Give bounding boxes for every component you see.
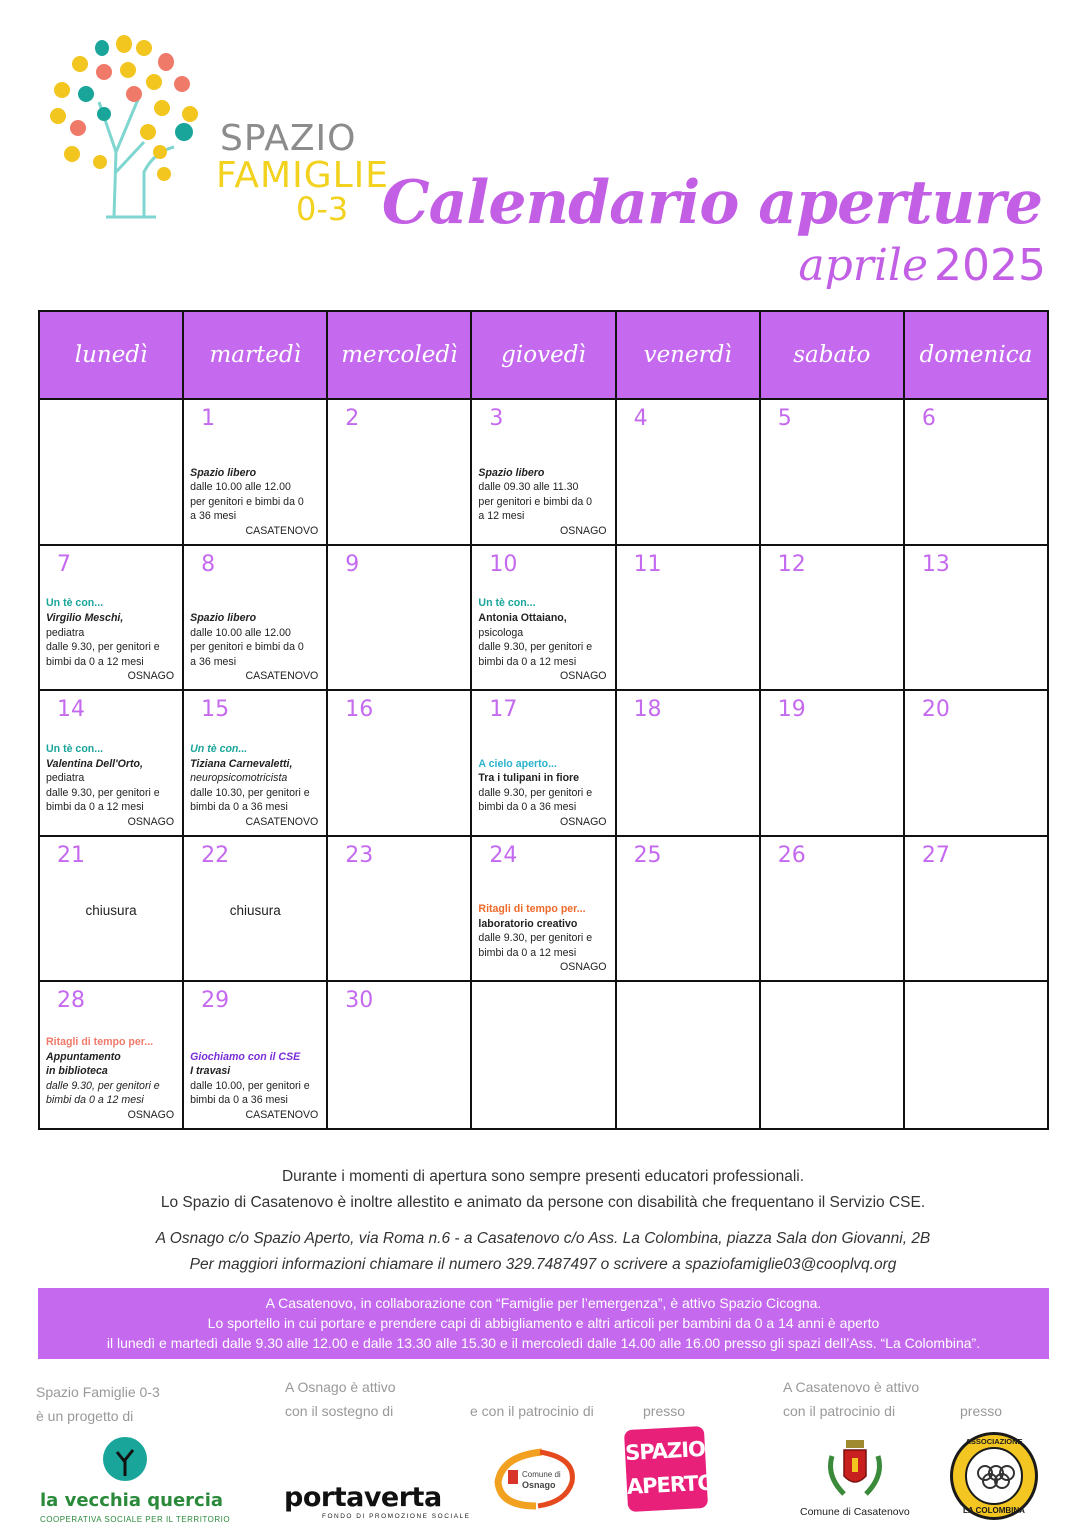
calendar-title: Calendario aperture	[381, 168, 1042, 238]
event-place: CASATENOVO	[245, 815, 319, 828]
day-number: 13	[921, 551, 950, 577]
weekday-header: giovedì	[472, 312, 616, 400]
calendar-day-cell	[617, 837, 761, 983]
day-number: 18	[633, 697, 662, 722]
event-line: Spazio libero	[478, 466, 545, 479]
day-number: 9	[345, 551, 360, 577]
day-number: 26	[777, 842, 806, 868]
osnago-name-line: Osnago	[522, 1480, 556, 1490]
event-block	[190, 742, 318, 830]
weekday-header: martedì	[184, 312, 328, 400]
day-number: 16	[345, 697, 374, 722]
event-place: OSNAGO	[127, 1108, 175, 1121]
calendar-day-cell	[40, 400, 184, 546]
day-number: 6	[921, 406, 936, 431]
event-block	[190, 466, 318, 539]
event-line: dalle 9.30, per genitori e	[478, 932, 593, 945]
day-number: 15	[201, 697, 230, 722]
event-line: a 36 mesi	[190, 655, 237, 668]
banner-line: A Casatenovo, in collaborazione con “Famiglie per l’emergenza”, è attivo Spazio Cicogna.	[265, 1295, 822, 1311]
presso-label: presso	[643, 1403, 686, 1419]
event-line: Appuntamento	[46, 1050, 121, 1063]
contact-line: Per maggiori informazioni chiamare il numero 329.7487497 o scrivere a spaziofamiglie03@cooplvq.org	[189, 1256, 897, 1273]
event-place: CASATENOVO	[245, 524, 319, 537]
day-number: 1	[201, 406, 216, 431]
closed-label: chiusura	[229, 902, 281, 918]
logo-wordmark	[216, 118, 390, 228]
event-block	[478, 596, 606, 684]
footer-text: A Osnago è attivo	[285, 1379, 396, 1395]
day-number: 29	[201, 988, 230, 1013]
closed-label: chiusura	[85, 902, 137, 918]
event-line: dalle 10.00 alle 12.00	[190, 481, 291, 494]
event-tag: A cielo aperto...	[478, 757, 557, 770]
event-block	[478, 466, 606, 539]
event-block	[190, 611, 318, 684]
event-block	[478, 902, 606, 975]
calendar-day-cell	[184, 546, 328, 692]
event-line: in biblioteca	[46, 1065, 108, 1078]
spazio-cicogna-banner	[38, 1288, 1049, 1359]
event-line: Tra i tulipani in fiore	[478, 772, 580, 785]
event-line: per genitori e bimbi da 0	[478, 495, 593, 508]
day-number: 21	[57, 842, 85, 868]
day-number: 11	[633, 551, 662, 577]
event-block	[46, 742, 174, 830]
event-line: bimbi da 0 a 12 mesi	[478, 946, 577, 959]
calendar-day-cell	[40, 546, 184, 692]
month-label: aprile	[798, 240, 929, 291]
lvq-name: la vecchia quercia	[40, 1490, 224, 1511]
casatenovo-crest-icon	[824, 1436, 886, 1500]
info-line: Lo Spazio di Casatenovo è inoltre allestito e animato da persone con disabilità che frequentano il Servizio CSE.	[160, 1194, 926, 1211]
event-line: I travasi	[190, 1065, 231, 1078]
day-number: 25	[633, 842, 662, 868]
colombina-text-top: ASSOCIAZIONE	[965, 1437, 1023, 1446]
event-line: dalle 10.30, per genitori e	[190, 786, 310, 799]
hands-tree-icon	[44, 32, 219, 222]
event-tag: Giochiamo con il CSE	[190, 1050, 301, 1063]
weekday-header: sabato	[761, 312, 905, 400]
day-number: 24	[489, 842, 518, 868]
event-place: OSNAGO	[560, 524, 607, 537]
event-line: bimbi da 0 a 12 mesi	[46, 801, 144, 814]
calendar-day-cell	[761, 691, 905, 837]
logo-line-1: SPAZIO	[220, 118, 357, 159]
event-line: dalle 9.30, per genitori e	[478, 641, 593, 654]
calendar-day-cell	[328, 982, 472, 1128]
event-place: CASATENOVO	[245, 670, 319, 683]
event-place: OSNAGO	[127, 815, 175, 828]
event-line: per genitori e bimbi da 0	[190, 495, 304, 508]
calendar-day-cell	[472, 982, 616, 1128]
event-tag: Ritagli di tempo per...	[46, 1035, 154, 1048]
event-line: dalle 10.00, per genitori e	[190, 1079, 310, 1092]
calendar-day-cell	[761, 546, 905, 692]
event-block	[46, 1035, 174, 1123]
day-number: 3	[489, 406, 504, 431]
oak-tree-icon	[102, 1436, 148, 1482]
event-line: Virgilio Meschi,	[46, 612, 124, 625]
calendar-weeks	[40, 400, 1047, 1128]
info-line: Durante i momenti di apertura sono sempre presenti educatori professionali.	[281, 1168, 805, 1185]
logo-line-3: 0-3	[296, 190, 349, 228]
footer-text: A Casatenovo è attivo	[783, 1379, 920, 1395]
event-line: bimbi da 0 a 12 mesi	[478, 655, 577, 668]
project-credit	[36, 1380, 160, 1428]
event-tag: Un tè con...	[478, 597, 536, 610]
event-line: Spazio libero	[190, 466, 257, 479]
info-block	[0, 1164, 1086, 1216]
year-label: 2025	[934, 240, 1046, 291]
presso-label: presso	[960, 1403, 1003, 1419]
event-place: OSNAGO	[560, 961, 607, 974]
day-number: 20	[921, 697, 950, 722]
event-tag: Ritagli di tempo per...	[478, 903, 586, 916]
event-tag: Un tè con...	[190, 742, 248, 755]
calendar-day-cell	[617, 400, 761, 546]
calendar-grid	[38, 310, 1049, 1130]
day-number: 10	[489, 551, 518, 577]
event-line: bimbi da 0 a 12 mesi	[46, 1094, 144, 1107]
event-line: dalle 09.30 alle 11.30	[478, 481, 579, 494]
day-number: 17	[489, 697, 518, 722]
calendar-day-cell	[184, 982, 328, 1128]
event-place: OSNAGO	[127, 670, 175, 683]
day-number: 7	[57, 551, 71, 577]
calendar-day-cell	[328, 691, 472, 837]
event-place: OSNAGO	[560, 815, 607, 828]
event-tag: Un tè con...	[46, 597, 104, 610]
spazio-aperto-logo	[624, 1426, 715, 1512]
casatenovo-credit	[783, 1375, 919, 1423]
day-number: 23	[345, 842, 374, 868]
colombina-inner-circle	[965, 1447, 1023, 1505]
event-line: bimbi da 0 a 36 mesi	[190, 1094, 288, 1107]
la-colombina-logo	[950, 1432, 1038, 1520]
event-line: bimbi da 0 a 12 mesi	[46, 655, 144, 668]
calendar-day-cell	[617, 546, 761, 692]
footer-text: Spazio Famiglie 0-3	[36, 1384, 160, 1400]
calendar-day-cell	[617, 982, 761, 1128]
event-line: Valentina Dell'Orto,	[46, 757, 143, 770]
calendar-day-cell	[472, 546, 616, 692]
day-number: 8	[201, 551, 216, 577]
comune-osnago-logo	[492, 1448, 578, 1510]
address-block	[0, 1226, 1086, 1278]
day-number: 27	[921, 842, 950, 868]
calendar-day-cell	[328, 400, 472, 546]
calendar-week-row	[40, 691, 1047, 837]
casatenovo-name: Comune di Casatenovo	[800, 1506, 910, 1518]
calendar-day-cell	[472, 691, 616, 837]
portaverta-logo	[284, 1482, 470, 1520]
logo-line-2: FAMIGLIE	[216, 155, 390, 196]
calendar-day-cell	[184, 837, 328, 983]
spazio-aperto-line: SPAZIO	[624, 1436, 706, 1466]
weekday-header: mercoledì	[328, 312, 472, 400]
spazio-aperto-line: APERTO	[626, 1470, 715, 1500]
day-number: 12	[777, 551, 806, 577]
event-line: a 12 mesi	[478, 510, 525, 523]
calendar-day-cell	[905, 837, 1047, 983]
event-place: CASATENOVO	[245, 1108, 319, 1121]
event-place: OSNAGO	[560, 670, 607, 683]
calendar-day-cell	[40, 691, 184, 837]
event-line: psicologa	[478, 626, 524, 639]
calendar-day-cell	[328, 546, 472, 692]
calendar-day-cell	[40, 837, 184, 983]
event-line: neuropsicomotricista	[190, 772, 288, 785]
calendar-day-cell	[905, 691, 1047, 837]
event-line: bimbi da 0 a 36 mesi	[190, 801, 288, 814]
event-block	[190, 1050, 318, 1123]
portaverta-name: portaverta	[284, 1482, 442, 1513]
calendar-day-cell	[761, 837, 905, 983]
day-number: 5	[777, 406, 792, 431]
calendar-day-cell	[761, 982, 905, 1128]
event-line: Antonia Ottaiano,	[478, 612, 567, 625]
event-line: Tiziana Carnevaletti,	[190, 757, 293, 770]
calendar-day-cell	[905, 546, 1047, 692]
spazio-famiglie-logo	[44, 32, 390, 232]
portaverta-subtitle: FONDO DI PROMOZIONE SOCIALE	[322, 1513, 471, 1520]
calendar-day-cell	[905, 982, 1047, 1128]
calendar-day-cell	[184, 400, 328, 546]
calendar-day-cell	[617, 691, 761, 837]
weekday-header-row	[40, 312, 1047, 400]
weekday-header: lunedì	[40, 312, 184, 400]
day-number: 2	[345, 406, 360, 431]
day-number: 30	[345, 988, 374, 1013]
event-block	[46, 596, 174, 684]
event-tag: Un tè con...	[46, 742, 104, 755]
footer-text: è un progetto di	[36, 1408, 134, 1424]
event-line: dalle 9.30, per genitori e	[46, 786, 160, 799]
weekday-header: venerdì	[617, 312, 761, 400]
lvq-subtitle: COOPERATIVA SOCIALE PER IL TERRITORIO	[40, 1515, 231, 1524]
event-line: laboratorio creativo	[478, 917, 578, 930]
event-line: pediatra	[46, 772, 85, 785]
calendar-week-row	[40, 400, 1047, 546]
event-line: dalle 9.30, per genitori e	[46, 641, 160, 654]
day-number: 22	[201, 842, 230, 868]
calendar-day-cell	[472, 400, 616, 546]
calendar-week-row	[40, 982, 1047, 1128]
event-line: Spazio libero	[190, 612, 257, 625]
event-line: bimbi da 0 a 36 mesi	[478, 801, 577, 814]
osnago-name-line: Comune di	[522, 1470, 561, 1479]
banner-line: Lo sportello in cui portare e prendere capi di abbigliamento e altri articoli per bambini da 0 a 14 anni è aperto	[207, 1315, 880, 1331]
event-line: pediatra	[46, 626, 85, 639]
calendar-day-cell	[328, 837, 472, 983]
footer-text: con il sostegno di	[285, 1403, 394, 1419]
footer-text: con il patrocinio di	[783, 1403, 896, 1419]
weekday-header: domenica	[905, 312, 1047, 400]
day-number: 19	[777, 697, 806, 722]
calendar-month-year	[798, 240, 1046, 291]
day-number: 28	[57, 988, 85, 1013]
olympic-rings-icon	[967, 1449, 1025, 1507]
event-line: per genitori e bimbi da 0	[190, 641, 304, 654]
day-number: 14	[57, 697, 85, 722]
event-line: a 36 mesi	[190, 510, 237, 523]
osnago-name	[522, 1470, 561, 1490]
day-number: 4	[633, 406, 648, 431]
colombina-text-bottom: LA COLOMBINA	[963, 1506, 1025, 1515]
patrocinio-label: e con il patrocinio di	[470, 1403, 594, 1419]
banner-line: il lunedì e martedì dalle 9.30 alle 12.00 e dalle 13.30 alle 15.30 e il mercoledì dalle 14.00 alle 16.00 presso gli spazi dell’Ass. “La Colombina”.	[106, 1335, 981, 1351]
address-line: A Osnago c/o Spazio Aperto, via Roma n.6 - a Casatenovo c/o Ass. La Colombina, piazza Sala don Giovanni, 2B	[155, 1230, 931, 1247]
event-line: dalle 9.30, per genitori e	[478, 786, 593, 799]
calendar-week-row	[40, 546, 1047, 692]
calendar-week-row	[40, 837, 1047, 983]
calendar-day-cell	[761, 400, 905, 546]
calendar-day-cell	[184, 691, 328, 837]
calendar-day-cell	[40, 982, 184, 1128]
osnago-credit	[285, 1375, 396, 1423]
calendar-day-cell	[905, 400, 1047, 546]
event-line: dalle 10.00 alle 12.00	[190, 626, 291, 639]
event-line: dalle 9.30, per genitori e	[46, 1079, 160, 1092]
event-block	[478, 757, 606, 830]
calendar-day-cell	[472, 837, 616, 983]
